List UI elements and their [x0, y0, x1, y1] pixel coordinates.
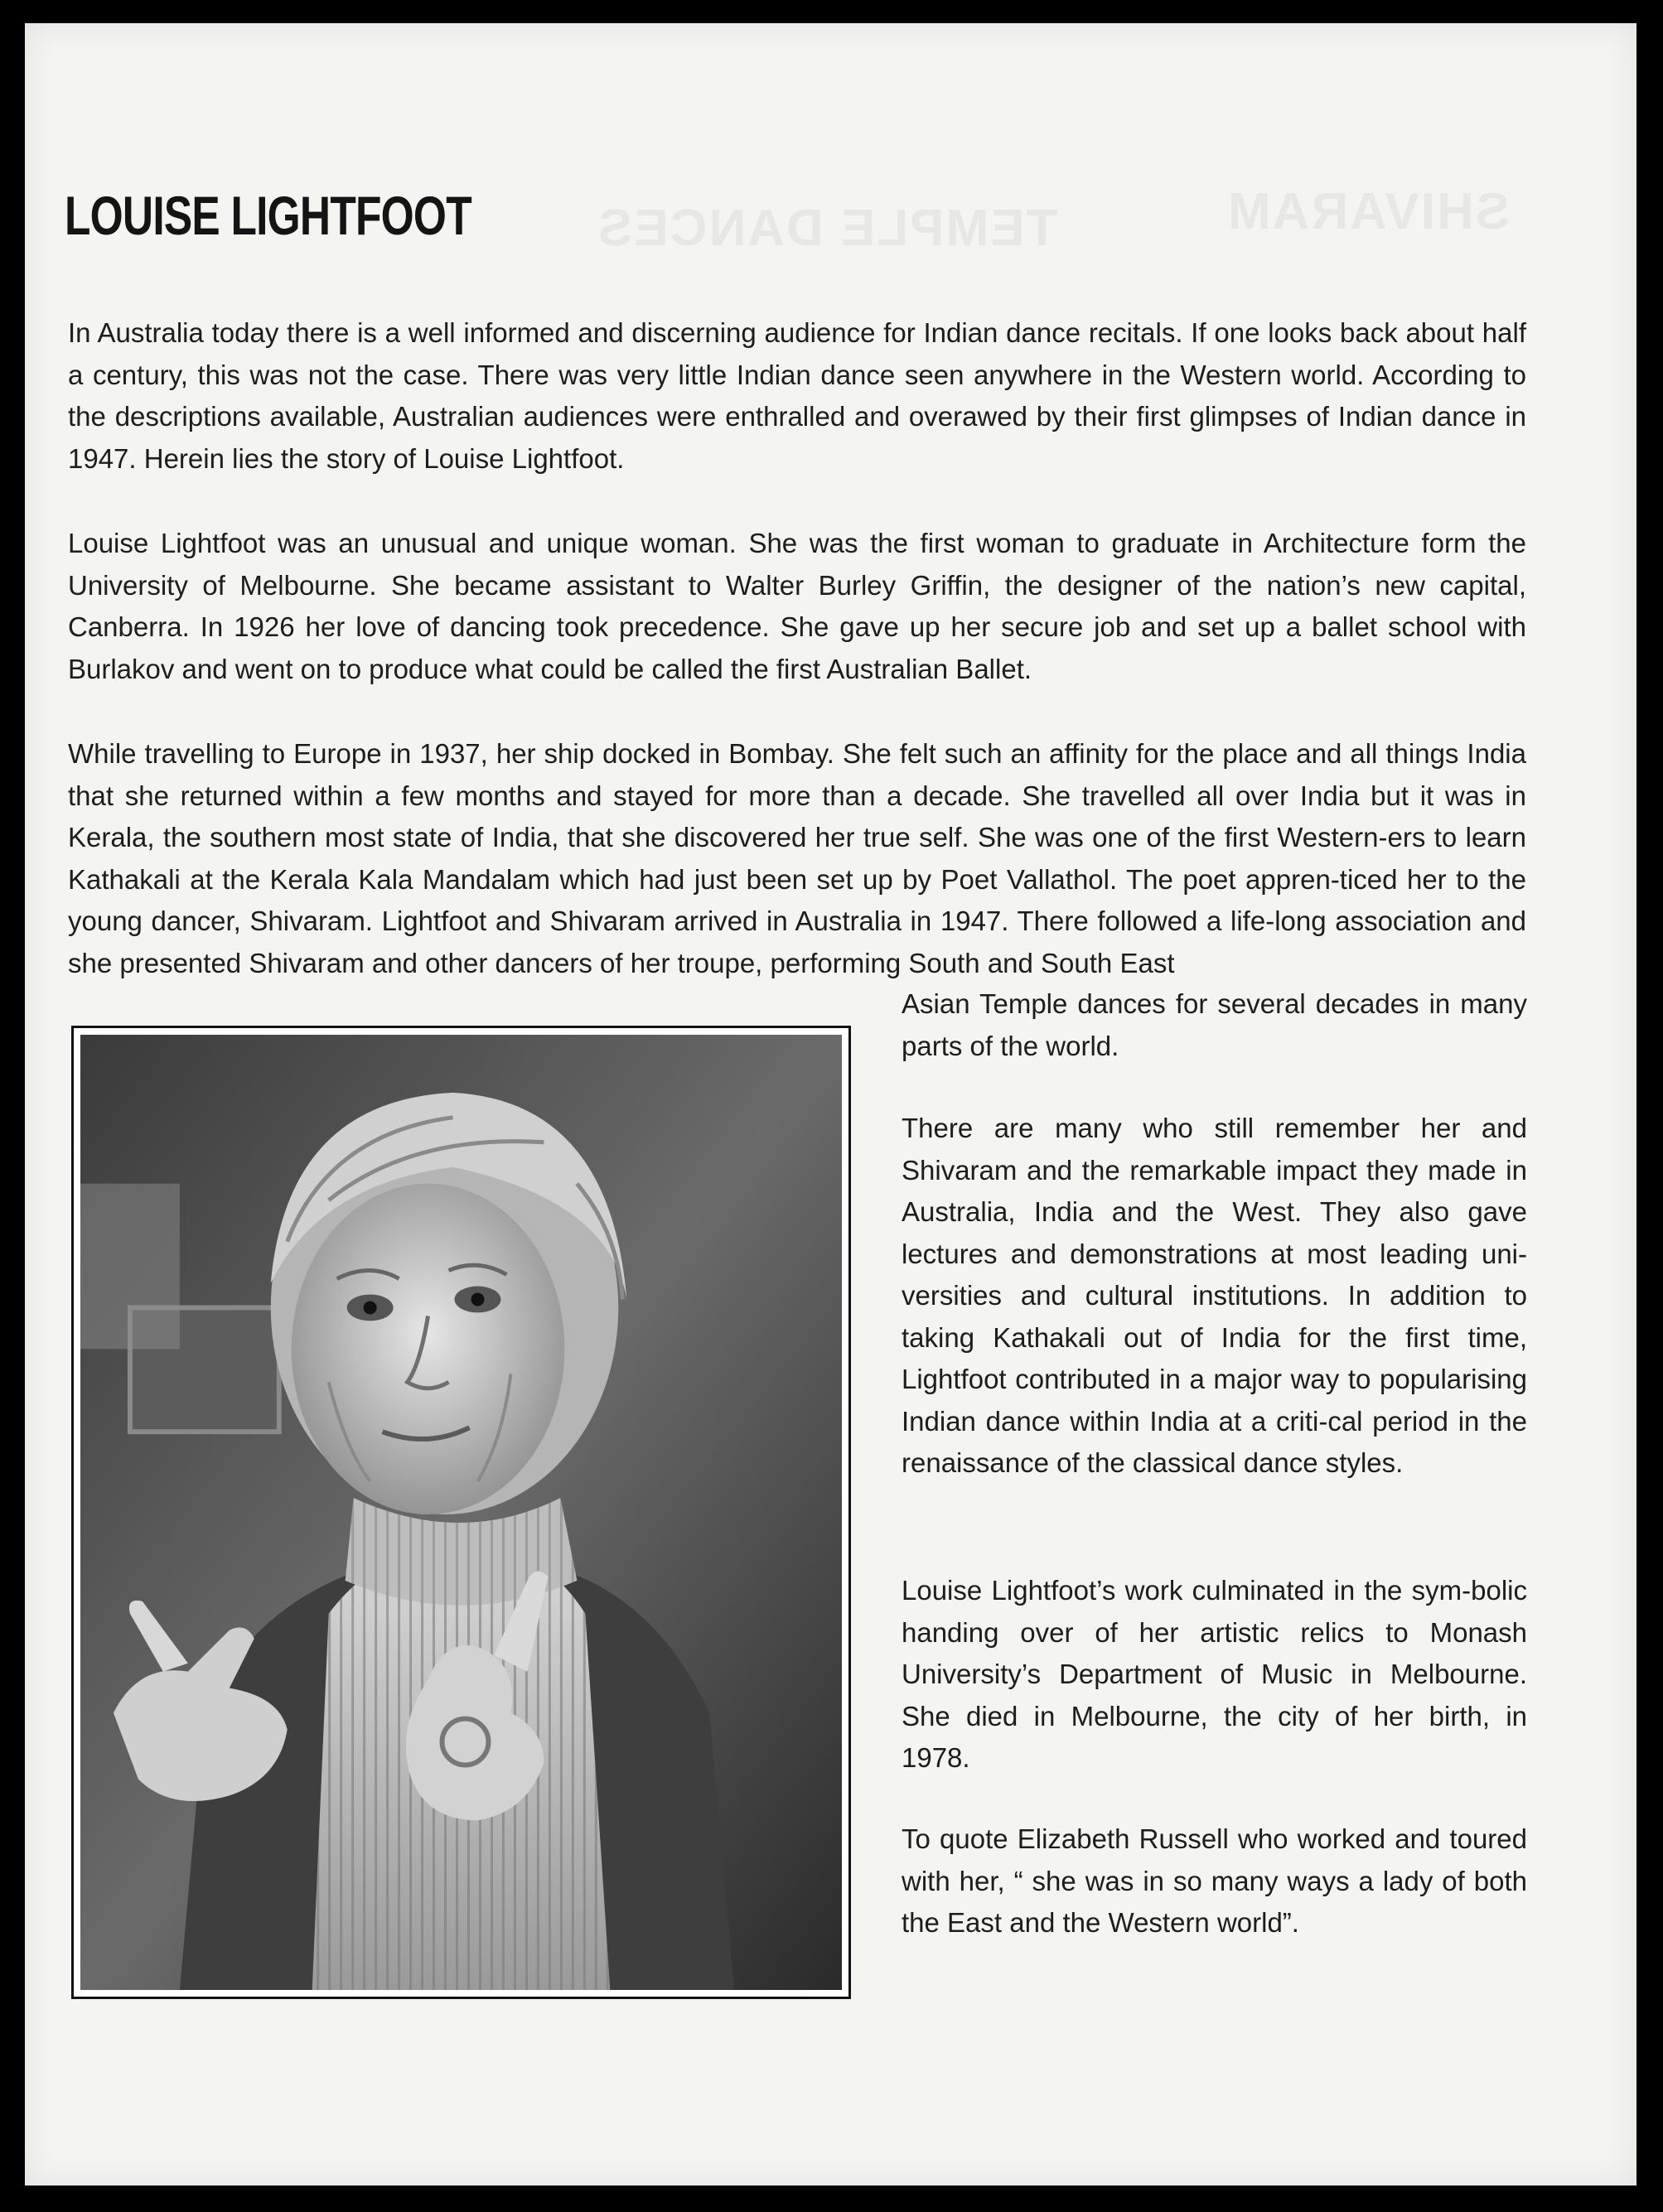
relics-paragraph: Louise Lightfoot’s work culminated in the sym-bolic handing over of her artistic relics to Monash University’s Department of Music in Melbourne. She died in Melbourne, the city of her birth, in 1978. [902, 1575, 1527, 1773]
portrait-photo [71, 1026, 851, 1999]
legacy-paragraph: There are many who still remember her and Shivaram and the remarkable impact they made in Australia, India and the West. They also gave lectures and demonstrations at most leading uni-versities and cultural institutions. In addition to taking Kathakali out of India for the first time, Lightfoot contributed in a major way to popularising Indian dance within India at a criti-cal period in the renaissance of the classical dance styles. [902, 1113, 1527, 1478]
biography-paragraph: Louise Lightfoot was an unusual and unique woman. She was the first woman to graduate in Architecture form the University of Melbourne. She became assistant to Walter Burley Griffin, the designer of the nation’s new capital, Canberra. In 1926 her love of dancing took precedence. She gave up her secure job and set up a ballet school with Burlakov and went on to produce what could be called the first Australian Ballet. [68, 528, 1526, 684]
bleed-through-text: SHIVARAM [1226, 183, 1511, 240]
bleed-through-text: TEMPLE DANCES [597, 200, 1058, 257]
india-paragraph: While travelling to Europe in 1937, her ship docked in Bombay. She felt such an affinity for the place and all things India that she returned within a few months and stayed for more than a decade. She travelled all over India but it was in Kerala, the southern most state of India, that she discovered her true self. She was one of the first Western-ers to learn Kathakali at the Kerala Kala Mandalam which had just been set up by Poet Vallathol. The poet appren-ticed her to the young dancer, Shivaram. Lightfoot and Shivaram arrived in Australia in 1947. There followed a life-long association and she presented Shivaram and other dancers of her troupe, performing South and South East [68, 738, 1526, 978]
portrait-image [80, 1035, 842, 1990]
page-title: LOUISE LIGHTFOOT [65, 185, 471, 246]
quote-paragraph: To quote Elizabeth Russell who worked and toured with her, “ she was in so many ways a lady of both the East and the Western world”. [902, 1823, 1527, 1938]
india-paragraph-continued: Asian Temple dances for several decades in many parts of the world. [902, 988, 1527, 1061]
intro-paragraph: In Australia today there is a well informed and discerning audience for Indian dance recitals. If one looks back about half a century, this was not the case. There was very little Indian dance seen anywhere in the Western world. According to the descriptions available, Australian audiences were enthralled and overawed by their first glimpses of Indian dance in 1947. Herein lies the story of Louise Lightfoot. [68, 317, 1526, 474]
